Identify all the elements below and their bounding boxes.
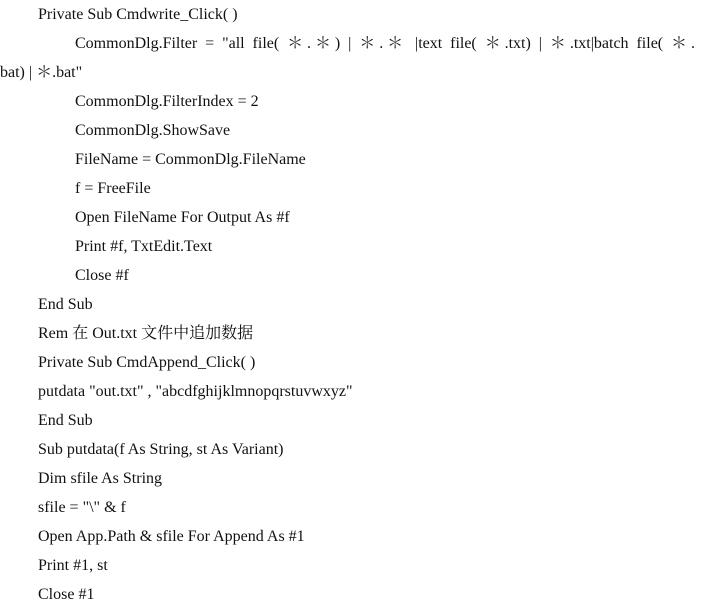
code-line: Close #1 — [38, 586, 95, 603]
code-comment-line: Rem 在 Out.txt 文件中追加数据 — [38, 325, 254, 342]
code-line: putdata "out.txt" , "abcdfghijklmnopqrstuvwxyz" — [38, 383, 353, 400]
code-line: Private Sub CmdAppend_Click( ) — [38, 354, 256, 371]
code-line: Sub putdata(f As String, st As Variant) — [38, 441, 284, 458]
code-line: Close #f — [75, 267, 129, 284]
code-line: f = FreeFile — [75, 180, 151, 197]
code-line: End Sub — [38, 412, 93, 429]
code-line: Open FileName For Output As #f — [75, 209, 290, 226]
code-line: Private Sub Cmdwrite_Click( ) — [38, 6, 238, 23]
code-line: Print #f, TxtEdit.Text — [75, 238, 213, 255]
code-line: sfile = "\" & f — [38, 499, 126, 516]
code-line: bat) | ＊.bat" — [0, 64, 83, 81]
code-line: CommonDlg.Filter = "all file( ＊.＊) | ＊.＊ |text file( ＊.txt) | ＊.txt|batch file( ＊. — [75, 35, 695, 52]
code-line: End Sub — [38, 296, 93, 313]
code-line: Open App.Path & sfile For Append As #1 — [38, 528, 305, 545]
code-line: FileName = CommonDlg.FileName — [75, 151, 306, 168]
code-line: CommonDlg.FilterIndex = 2 — [75, 93, 259, 110]
code-line: CommonDlg.ShowSave — [75, 122, 231, 139]
code-line: Dim sfile As String — [38, 470, 163, 487]
code-line: Print #1, st — [38, 557, 108, 574]
